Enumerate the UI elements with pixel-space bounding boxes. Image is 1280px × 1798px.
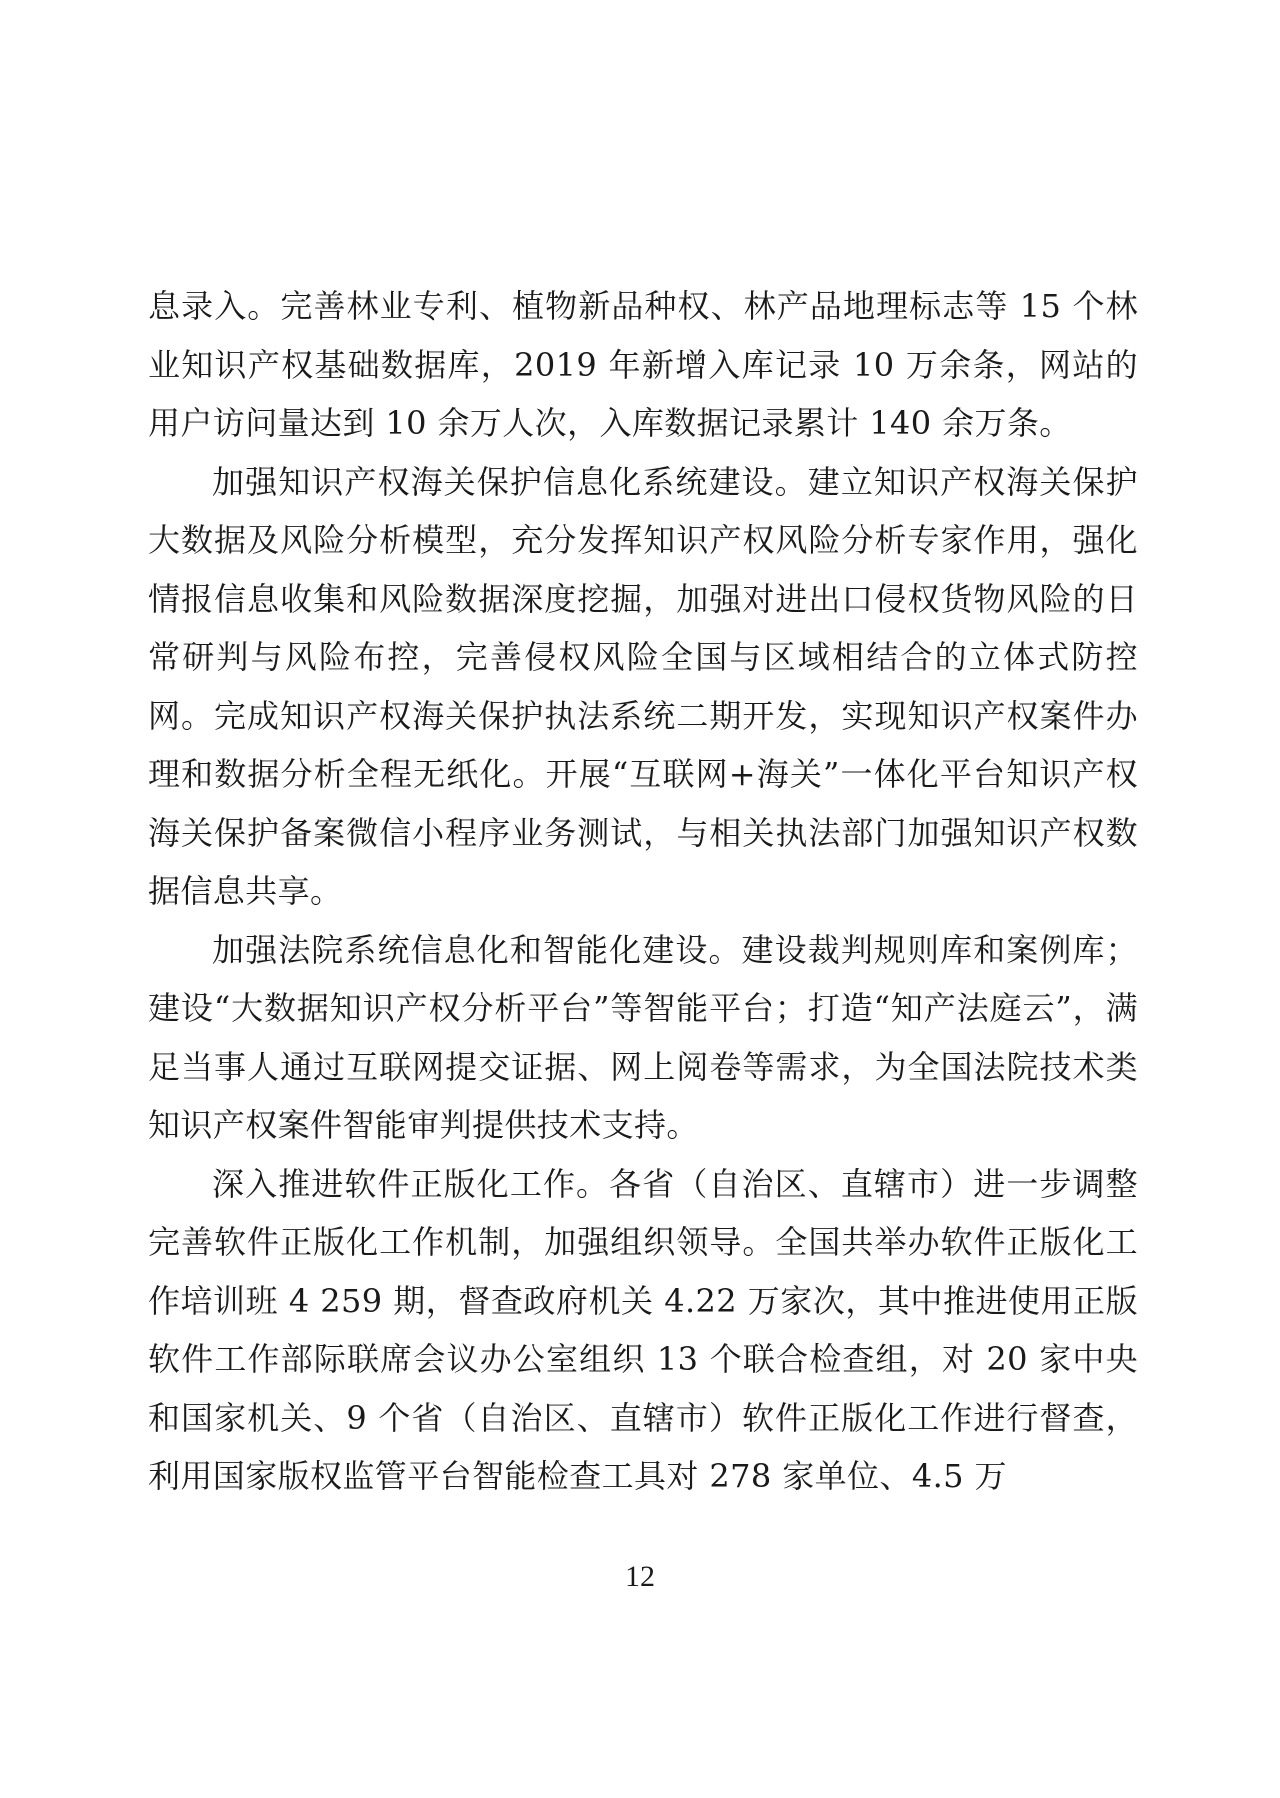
body-text <box>148 277 1138 1506</box>
paragraph-customs-protection: 加强知识产权海关保护信息化系统建设。建立知识产权海关保护大数据及风险分析模型，充分发挥知识产权风险分析专家作用，强化情报信息收集和风险数据深度挖掘，加强对进出口侵权货物风险的日常研判与风险布控，完善侵权风险全国与区域相结合的立体式防控网。完成知识产权海关保护执法系统二期开发，实现知识产权案件办理和数据分析全程无纸化。开展“互联网+海关”一体化平台知识产权海关保护备案微信小程序业务测试，与相关执法部门加强知识产权数据信息共享。 <box>148 462 1138 910</box>
paragraph-continuation: 息录入。完善林业专利、植物新品种权、林产品地理标志等 15 个林业知识产权基础数据库，2019 年新增入库记录 10 万余条，网站的用户访问量达到 10 余万人次，入库数据记录累计 140 余万条。 <box>148 287 1138 442</box>
paragraph-court-informatization: 加强法院系统信息化和智能化建设。建设裁判规则库和案例库；建设“大数据知识产权分析平台”等智能平台；打造“知产法庭云”，满足当事人通过互联网提交证据、网上阅卷等需求，为全国法院技术类知识产权案件智能审判提供技术支持。 <box>148 930 1138 1144</box>
paragraph-software-legalization: 深入推进软件正版化工作。各省（自治区、直辖市）进一步调整完善软件正版化工作机制，加强组织领导。全国共举办软件正版化工作培训班 4 259 期，督查政府机关 4.22 万家次，其中推进使用正版软件工作部际联席会议办公室组织 13 个联合检查组，对 20 家中央和国家机关、9 个省（自治区、直辖市）软件正版化工作进行督查，利用国家版权监管平台智能检查工具对 278 家单位、4.5 万 <box>148 1164 1138 1495</box>
page-number: 12 <box>625 1560 655 1593</box>
